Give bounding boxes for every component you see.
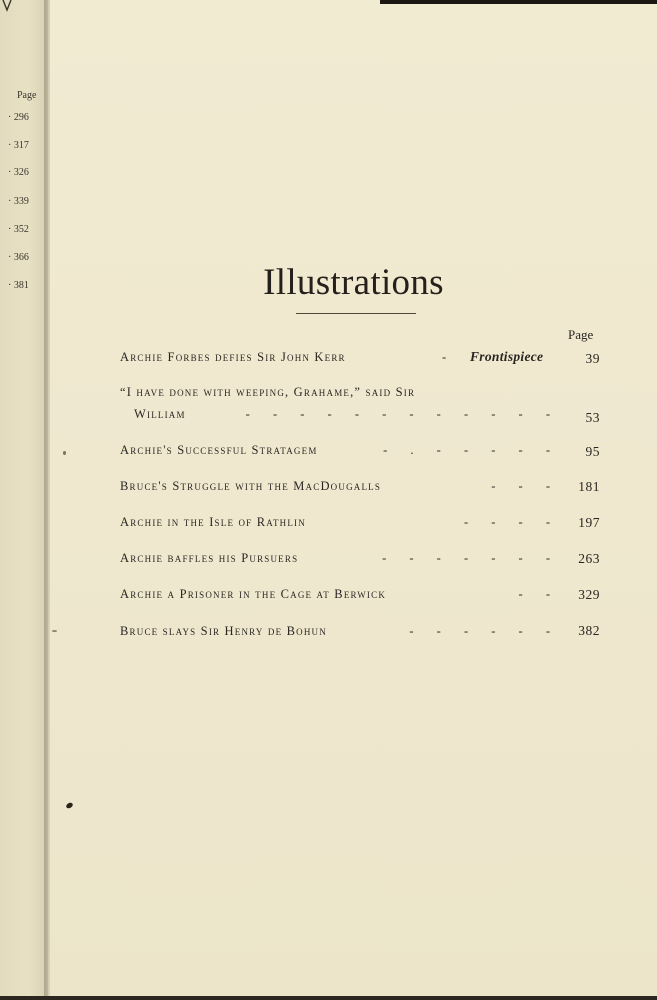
illustration-title: Archie's Successful Stratagem bbox=[120, 443, 318, 457]
illustration-page-number: 181 bbox=[578, 479, 600, 494]
page-top-edge bbox=[380, 0, 657, 4]
illustration-page-number: 95 bbox=[585, 444, 600, 459]
illustration-title-continued: William bbox=[134, 407, 186, 421]
illustration-page-number: 39 bbox=[585, 351, 600, 366]
book-page bbox=[50, 0, 657, 1000]
illustration-entry bbox=[120, 620, 600, 642]
previous-page-number: · 326 bbox=[8, 167, 29, 178]
illustration-page-number: 53 bbox=[585, 410, 600, 425]
previous-page-number: · 317 bbox=[8, 140, 29, 151]
previous-page-heading: Page bbox=[17, 90, 37, 101]
corner-tear-mark bbox=[2, 0, 14, 12]
illustration-title: Bruce's Struggle with the MacDougalls bbox=[120, 479, 382, 493]
illustration-title: Archie baffles his Pursuers bbox=[120, 551, 299, 565]
previous-page-number: · 366 bbox=[8, 252, 29, 263]
leader-dash: - bbox=[442, 350, 448, 364]
illustration-entry bbox=[120, 511, 600, 533]
page-bottom-edge bbox=[0, 996, 657, 1000]
illustration-page-number: 197 bbox=[578, 515, 600, 530]
illustration-title: Archie a Prisoner in the Cage at Berwick bbox=[120, 587, 387, 601]
page-title: Illustrations bbox=[263, 261, 444, 303]
illustration-title: Archie Forbes defies Sir John Kerr bbox=[120, 350, 346, 364]
previous-page-number: · 339 bbox=[8, 196, 29, 207]
illustration-entry bbox=[120, 475, 600, 497]
illustration-title: “I have done with weeping, Grahame,” said Sir bbox=[120, 385, 416, 399]
illustration-entry bbox=[120, 583, 600, 605]
illustration-entry bbox=[120, 381, 600, 425]
illustration-entry bbox=[120, 439, 600, 461]
illustration-entry bbox=[120, 547, 600, 569]
leader-dashes: - - - bbox=[491, 479, 560, 493]
leader-dashes: - - bbox=[518, 587, 560, 601]
page-column-heading: Page bbox=[568, 327, 594, 342]
illustration-entry bbox=[120, 346, 600, 368]
leader-dashes: - - - - - - bbox=[409, 624, 560, 638]
illustration-page-number: 263 bbox=[578, 551, 600, 566]
illustration-title: Archie in the Isle of Rathlin bbox=[120, 515, 306, 529]
ink-speck bbox=[63, 451, 66, 455]
previous-page-number: · 381 bbox=[8, 280, 29, 291]
leader-dashes: - - - - bbox=[463, 515, 560, 529]
illustration-page-number: 329 bbox=[578, 587, 600, 602]
ink-speck bbox=[52, 630, 57, 632]
leader-dashes: - - - - - - - bbox=[382, 551, 560, 565]
illustration-page-number: 382 bbox=[578, 623, 600, 638]
frontispiece-note: Frontispiece bbox=[470, 349, 544, 364]
illustration-title: Bruce slays Sir Henry de Bohun bbox=[120, 624, 327, 638]
previous-page-number: · 296 bbox=[8, 112, 29, 123]
previous-page-number: · 352 bbox=[8, 224, 29, 235]
leader-dashes: - - - - - - - - - - - - bbox=[245, 407, 560, 421]
leader-dashes: - . - - - - - bbox=[383, 443, 560, 457]
title-rule bbox=[296, 313, 416, 314]
